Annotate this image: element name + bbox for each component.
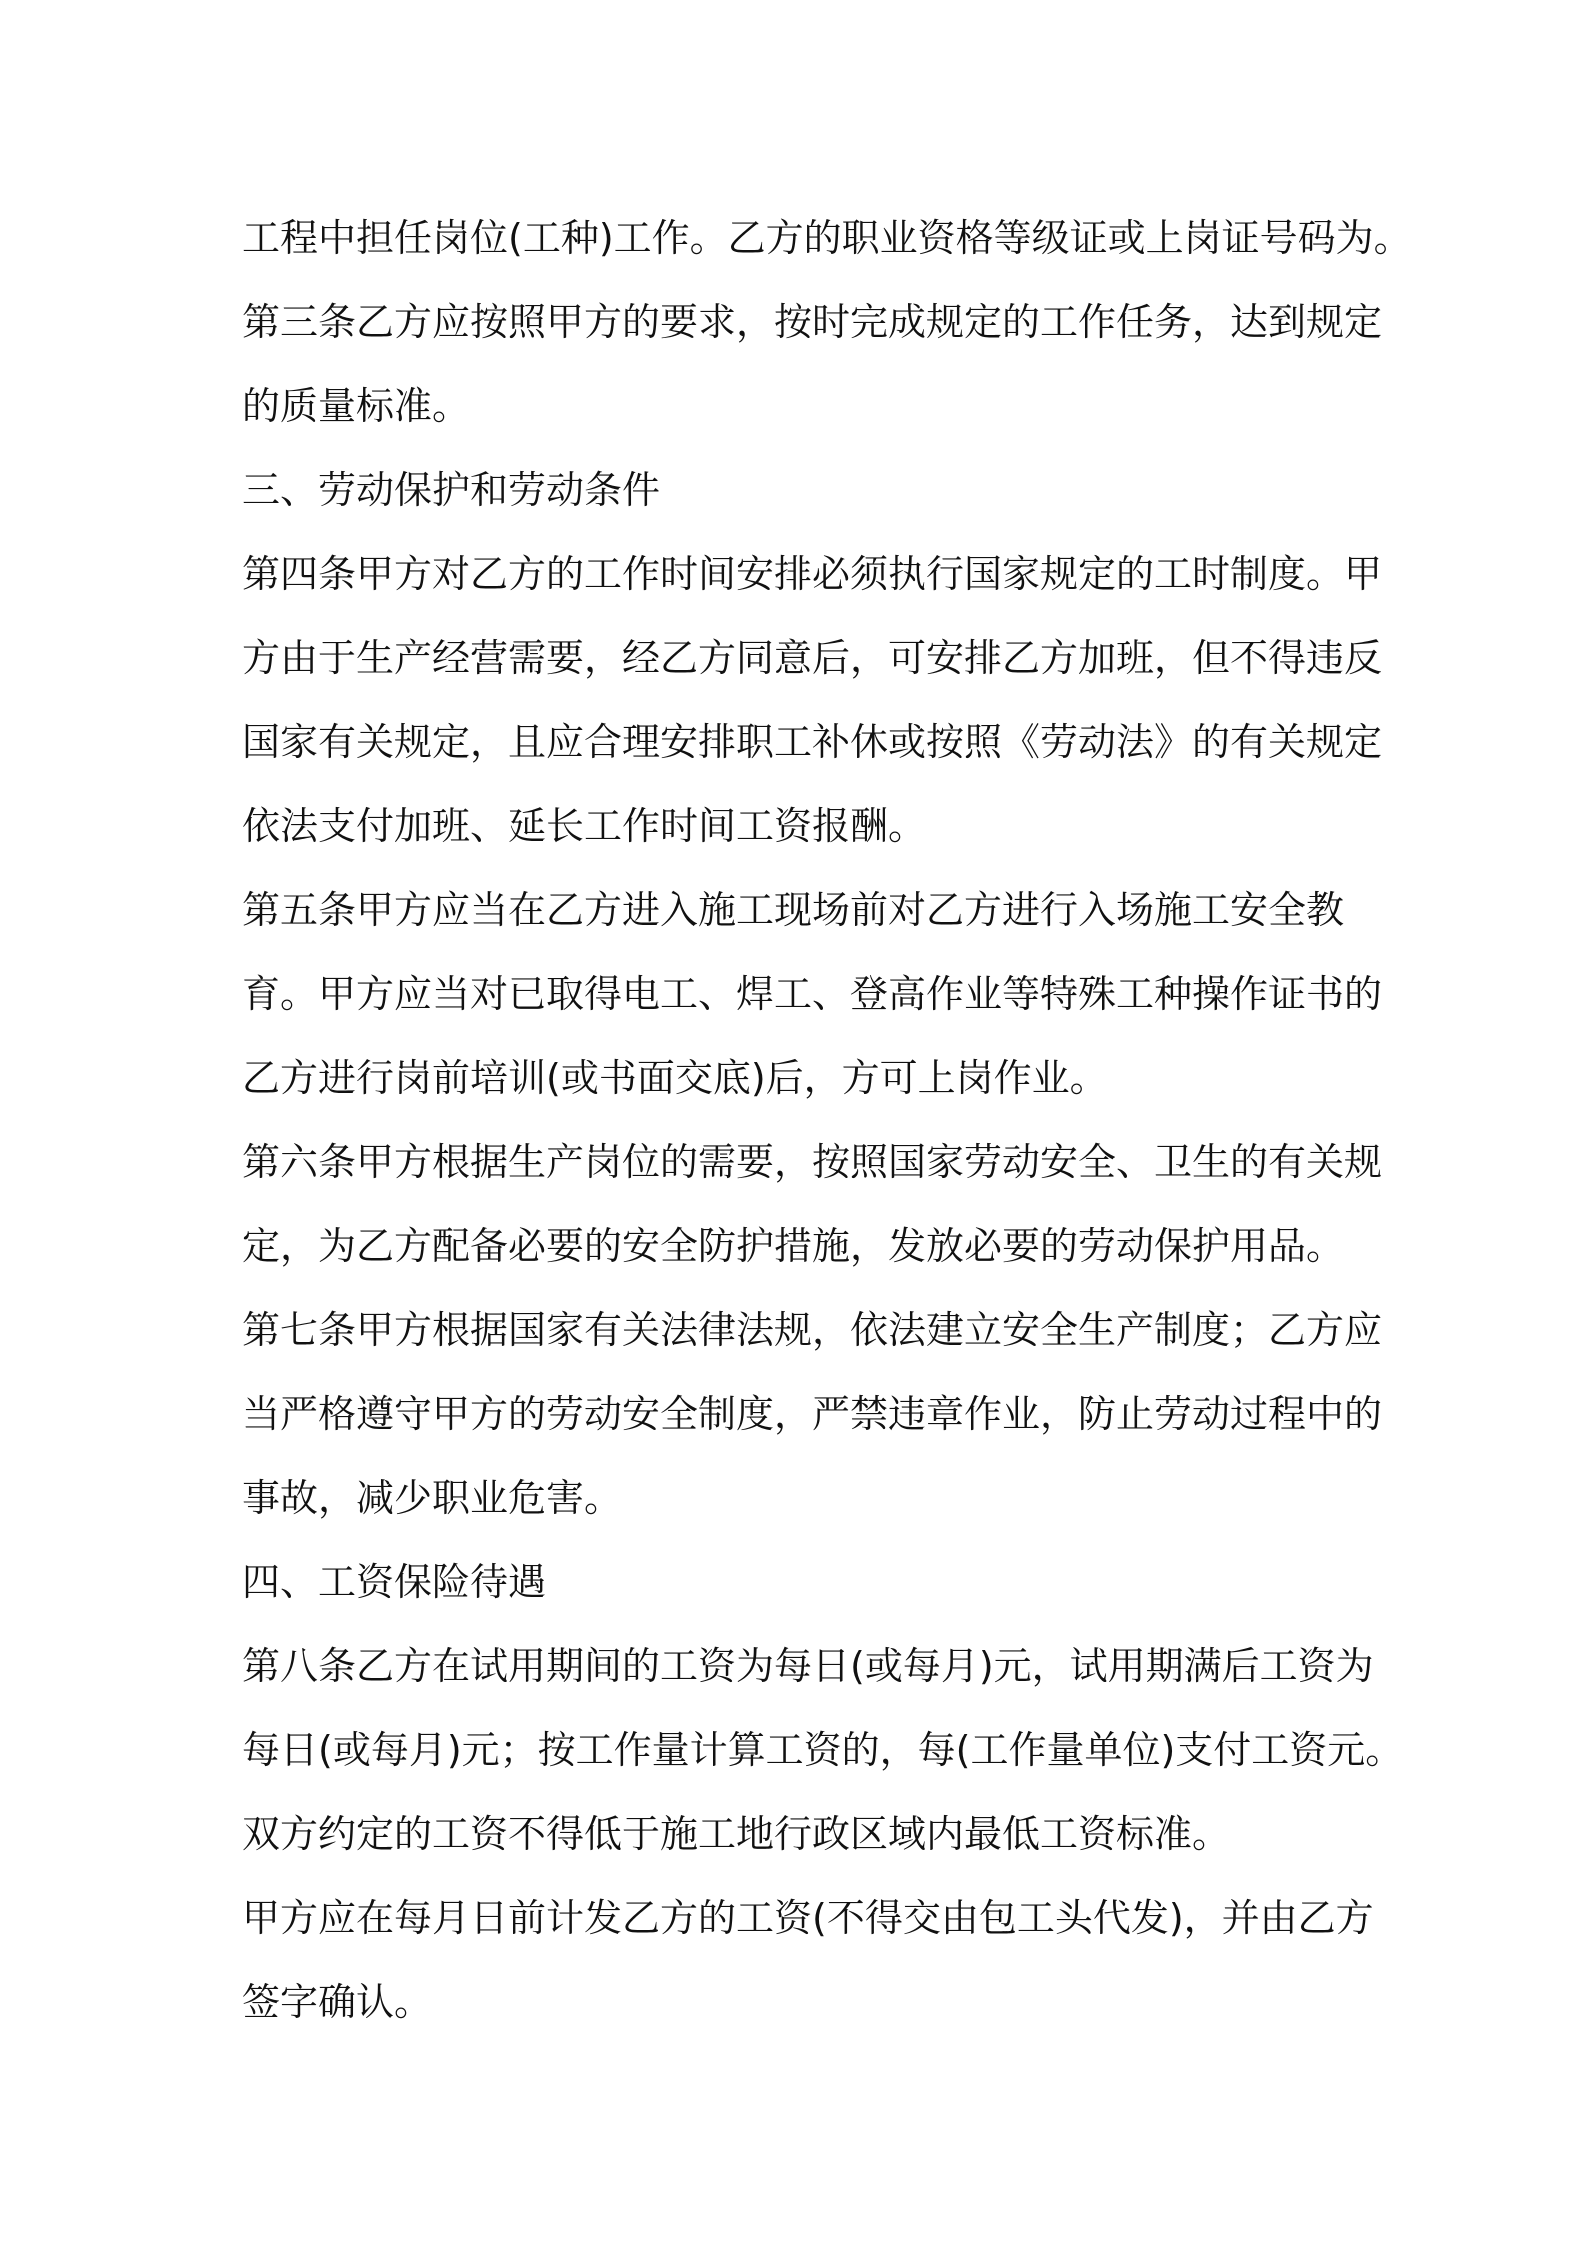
document-body	[242, 196, 1412, 2044]
text-line: 育。甲方应当对已取得电工、焊工、登高作业等特殊工种操作证书的	[242, 972, 1383, 1016]
text-line: 工程中担任岗位(工种)工作。乙方的职业资格等级证或上岗证号码为。	[242, 216, 1412, 260]
text-line: 甲方应在每月日前计发乙方的工资(不得交由包工头代发)，并由乙方	[242, 1896, 1374, 1940]
text-line: 第七条甲方根据国家有关法律法规，依法建立安全生产制度；乙方应	[242, 1308, 1383, 1352]
text-line: 依法支付加班、延长工作时间工资报酬。	[242, 804, 927, 848]
text-line: 第八条乙方在试用期间的工资为每日(或每月)元，试用期满后工资为	[242, 1644, 1374, 1688]
text-line: 第六条甲方根据生产岗位的需要，按照国家劳动安全、卫生的有关规	[242, 1140, 1383, 1184]
text-line: 当严格遵守甲方的劳动安全制度，严禁违章作业，防止劳动过程中的	[242, 1392, 1383, 1436]
text-line: 第三条乙方应按照甲方的要求，按时完成规定的工作任务，达到规定	[242, 300, 1383, 344]
text-line: 每日(或每月)元；按工作量计算工资的，每(工作量单位)支付工资元。	[242, 1728, 1404, 1772]
text-line: 乙方进行岗前培训(或书面交底)后，方可上岗作业。	[242, 1056, 1108, 1100]
section-heading: 四、工资保险待遇	[242, 1560, 547, 1604]
text-line: 事故，减少职业危害。	[242, 1476, 623, 1520]
text-line: 双方约定的工资不得低于施工地行政区域内最低工资标准。	[242, 1812, 1231, 1856]
text-line: 国家有关规定，且应合理安排职工补休或按照《劳动法》的有关规定	[242, 720, 1383, 764]
text-line: 的质量标准。	[242, 384, 471, 428]
text-line: 第四条甲方对乙方的工作时间安排必须执行国家规定的工时制度。甲	[242, 552, 1383, 596]
section-heading: 三、劳动保护和劳动条件	[242, 468, 661, 512]
text-line: 签字确认。	[242, 1980, 433, 2024]
text-line: 第五条甲方应当在乙方进入施工现场前对乙方进行入场施工安全教	[242, 888, 1345, 932]
text-line: 定，为乙方配备必要的安全防护措施，发放必要的劳动保护用品。	[242, 1224, 1345, 1268]
text-line: 方由于生产经营需要，经乙方同意后，可安排乙方加班，但不得违反	[242, 636, 1383, 680]
